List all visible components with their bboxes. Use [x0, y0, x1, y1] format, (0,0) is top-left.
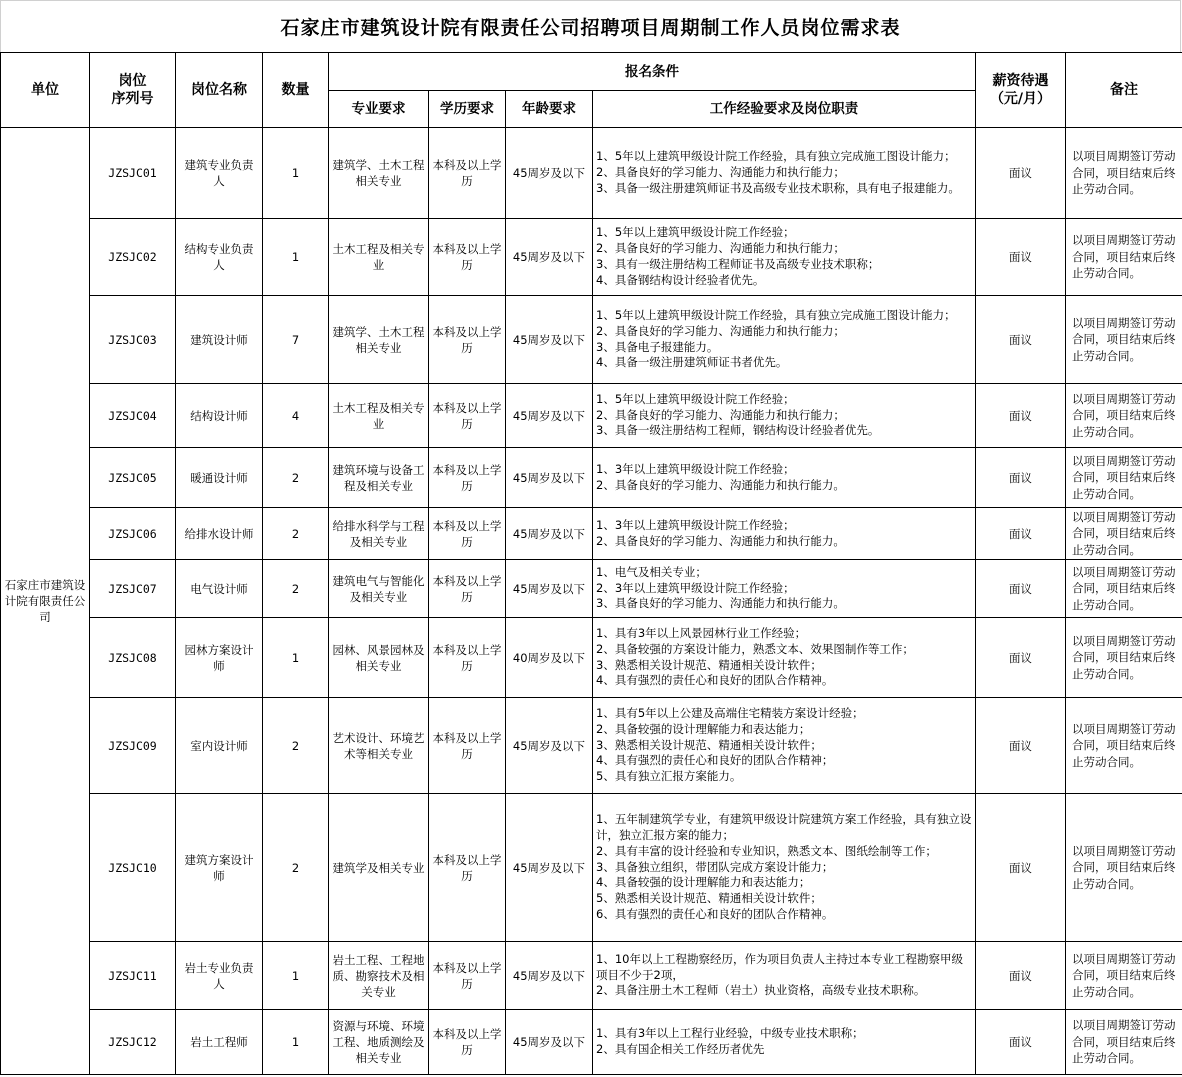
- major-requirement: 岩土工程、工程地质、勘察技术及相关专业: [329, 942, 429, 1010]
- education-requirement: 本科及以上学历: [429, 448, 506, 508]
- position-code: JZSJC05: [90, 448, 176, 508]
- quantity: 1: [263, 618, 329, 698]
- age-requirement: 45周岁及以下: [506, 128, 593, 219]
- duty-item: 1、具有5年以上公建及高端住宅精装方案设计经验；: [596, 706, 864, 720]
- duty-item: 2、具备注册土木工程师（岩土）执业资格，高级专业技术职称。: [596, 983, 926, 998]
- header-requirements-group: 报名条件: [329, 53, 976, 91]
- salary: 面议: [976, 618, 1066, 698]
- position-name: 给排水设计师: [176, 508, 263, 560]
- duty-item: 3、具备良好的学习能力、沟通能力和执行能力。: [596, 596, 845, 611]
- table-row: [1, 128, 1182, 219]
- age-requirement: 45周岁及以下: [506, 219, 593, 296]
- table-row: [1, 942, 1182, 1010]
- duty-item: 1、5年以上建筑甲级设计院工作经验，具有独立完成施工图设计能力；: [596, 307, 956, 322]
- position-name: 建筑方案设计师: [176, 794, 263, 942]
- header-salary-line1: 薪资待遇: [992, 73, 1049, 89]
- remark: 以项目周期签订劳动合同，项目结束后终止劳动合同。: [1066, 508, 1182, 560]
- duty-item: 4、具有强烈的责任心和良好的团队合作精神；: [596, 753, 834, 768]
- duties-cell: [593, 384, 976, 448]
- duty-item: 4、具备钢结构设计经验者优先。: [596, 272, 765, 287]
- duty-item: 1、10年以上工程勘察经历，作为项目负责人主持过本专业工程勘察甲级项目不少于2项，: [596, 951, 963, 982]
- header-education: 学历要求: [429, 91, 506, 128]
- duty-item: 2、具有国企相关工作经历者优先: [596, 1042, 765, 1056]
- salary: 面议: [976, 1010, 1066, 1075]
- education-requirement: 本科及以上学历: [429, 508, 506, 560]
- table-row: [1, 448, 1182, 508]
- position-table: [0, 52, 1182, 1075]
- major-requirement: 园林、风景园林及相关专业: [329, 618, 429, 698]
- position-code: JZSJC12: [90, 1010, 176, 1075]
- education-requirement: 本科及以上学历: [429, 618, 506, 698]
- age-requirement: 45周岁及以下: [506, 794, 593, 942]
- position-code: JZSJC03: [90, 296, 176, 384]
- duty-item: 1、具有3年以上风景园林行业工作经验；: [596, 625, 807, 640]
- remark: 以项目周期签订劳动合同，项目结束后终止劳动合同。: [1066, 942, 1182, 1010]
- salary: 面议: [976, 508, 1066, 560]
- quantity: 1: [263, 1010, 329, 1075]
- education-requirement: 本科及以上学历: [429, 1010, 506, 1075]
- position-name: 岩土专业负责人: [176, 942, 263, 1010]
- header-position-code-line2: 序列号: [111, 91, 154, 107]
- table-row: [1, 618, 1182, 698]
- position-name: 结构设计师: [176, 384, 263, 448]
- position-code: JZSJC04: [90, 384, 176, 448]
- header-experience: 工作经验要求及岗位职责: [593, 91, 976, 128]
- quantity: 7: [263, 296, 329, 384]
- table-row: [1, 219, 1182, 296]
- salary: 面议: [976, 219, 1066, 296]
- page-title: 石家庄市建筑设计院有限责任公司招聘项目周期制工作人员岗位需求表: [0, 0, 1181, 52]
- table-row: [1, 794, 1182, 942]
- header-position-code-line1: 岗位: [118, 73, 147, 89]
- duty-item: 2、具备良好的学习能力、沟通能力和执行能力；: [596, 165, 845, 180]
- age-requirement: 40周岁及以下: [506, 618, 593, 698]
- header-position-name: 岗位名称: [176, 53, 263, 128]
- age-requirement: 45周岁及以下: [506, 508, 593, 560]
- duty-item: 5、具有独立汇报方案能力。: [596, 769, 742, 784]
- major-requirement: 建筑学、土木工程相关专业: [329, 296, 429, 384]
- position-name: 电气设计师: [176, 560, 263, 618]
- position-code: JZSJC01: [90, 128, 176, 219]
- duty-item: 5、熟悉相关设计规范、精通相关设计软件；: [596, 891, 822, 906]
- duty-item: 2、具备良好的学习能力、沟通能力和执行能力；: [596, 241, 845, 256]
- duty-item: 3、熟悉相关设计规范、精通相关设计软件；: [596, 737, 822, 752]
- table-row: [1, 508, 1182, 560]
- header-remark: 备注: [1066, 53, 1182, 128]
- table-body: [1, 128, 1182, 1075]
- duty-item: 2、具备良好的学习能力、沟通能力和执行能力；: [596, 323, 845, 338]
- quantity: 2: [263, 794, 329, 942]
- table-row: [1, 296, 1182, 384]
- duty-item: 3、具备一级注册建筑师证书及高级专业技术职称，具有电子报建能力。: [596, 180, 960, 195]
- quantity: 1: [263, 219, 329, 296]
- age-requirement: 45周岁及以下: [506, 1010, 593, 1075]
- education-requirement: 本科及以上学历: [429, 384, 506, 448]
- remark: 以项目周期签订劳动合同，项目结束后终止劳动合同。: [1066, 128, 1182, 219]
- age-requirement: 45周岁及以下: [506, 384, 593, 448]
- major-requirement: 建筑学、土木工程相关专业: [329, 128, 429, 219]
- duties-cell: [593, 794, 976, 942]
- table-row: [1, 1010, 1182, 1075]
- duty-item: 3、具备电子报建能力。: [596, 339, 719, 354]
- remark: 以项目周期签订劳动合同，项目结束后终止劳动合同。: [1066, 384, 1182, 448]
- duty-item: 4、具备较强的设计理解能力和表达能力；: [596, 875, 811, 890]
- position-code: JZSJC07: [90, 560, 176, 618]
- duties-cell: [593, 448, 976, 508]
- quantity: 4: [263, 384, 329, 448]
- duty-item: 3、具备独立组织，带团队完成方案设计能力；: [596, 859, 834, 874]
- duty-item: 4、具备一级注册建筑师证书者优先。: [596, 355, 788, 370]
- header-major: 专业要求: [329, 91, 429, 128]
- duties-cell: [593, 698, 976, 794]
- duty-item: 3、具备一级注册结构工程师，钢结构设计经验者优先。: [596, 423, 880, 438]
- salary: 面议: [976, 560, 1066, 618]
- salary: 面议: [976, 448, 1066, 508]
- position-name: 园林方案设计师: [176, 618, 263, 698]
- duty-item: 1、3年以上建筑甲级设计院工作经验；: [596, 461, 795, 476]
- position-name: 建筑设计师: [176, 296, 263, 384]
- age-requirement: 45周岁及以下: [506, 560, 593, 618]
- header-salary-line2: （元/月）: [989, 91, 1052, 107]
- duties-cell: [593, 942, 976, 1010]
- duty-item: 2、具备良好的学习能力、沟通能力和执行能力；: [596, 407, 845, 422]
- unit-cell: 石家庄市建筑设计院有限责任公司: [1, 128, 90, 1075]
- header-quantity: 数量: [263, 53, 329, 128]
- duty-item: 2、具备较强的方案设计能力，熟悉文本、效果图制作等工作；: [596, 641, 914, 656]
- salary: 面议: [976, 698, 1066, 794]
- duty-item: 3、具有一级注册结构工程师证书及高级专业技术职称；: [596, 257, 880, 271]
- position-code: JZSJC06: [90, 508, 176, 560]
- major-requirement: 土木工程及相关专业: [329, 219, 429, 296]
- remark: 以项目周期签订劳动合同，项目结束后终止劳动合同。: [1066, 698, 1182, 794]
- duty-item: 2、具备良好的学习能力、沟通能力和执行能力。: [596, 477, 845, 492]
- duties-cell: [593, 296, 976, 384]
- duty-item: 2、3年以上建筑甲级设计院工作经验；: [596, 580, 795, 595]
- duty-item: 1、5年以上建筑甲级设计院工作经验；: [596, 391, 795, 406]
- table-row: [1, 560, 1182, 618]
- duty-item: 6、具有强烈的责任心和良好的团队合作精神。: [596, 906, 834, 921]
- major-requirement: 土木工程及相关专业: [329, 384, 429, 448]
- duties-cell: [593, 508, 976, 560]
- salary: 面议: [976, 296, 1066, 384]
- duty-item: 1、3年以上建筑甲级设计院工作经验；: [596, 517, 795, 532]
- remark: 以项目周期签订劳动合同，项目结束后终止劳动合同。: [1066, 296, 1182, 384]
- remark: 以项目周期签订劳动合同，项目结束后终止劳动合同。: [1066, 219, 1182, 296]
- position-name: 暖通设计师: [176, 448, 263, 508]
- age-requirement: 45周岁及以下: [506, 698, 593, 794]
- duty-item: 2、具备良好的学习能力、沟通能力和执行能力。: [596, 533, 845, 548]
- header-unit: 单位: [1, 53, 90, 128]
- quantity: 2: [263, 560, 329, 618]
- position-code: JZSJC08: [90, 618, 176, 698]
- remark: 以项目周期签订劳动合同，项目结束后终止劳动合同。: [1066, 560, 1182, 618]
- duty-item: 2、具有丰富的设计经验和专业知识，熟悉文本、图纸绘制等工作；: [596, 843, 937, 858]
- duty-item: 1、具有3年以上工程行业经验，中级专业技术职称；: [596, 1026, 864, 1041]
- quantity: 2: [263, 448, 329, 508]
- duties-cell: [593, 1010, 976, 1075]
- education-requirement: 本科及以上学历: [429, 219, 506, 296]
- position-name: 结构专业负责人: [176, 219, 263, 296]
- age-requirement: 45周岁及以下: [506, 296, 593, 384]
- header-salary: [976, 53, 1066, 128]
- table-row: [1, 384, 1182, 448]
- quantity: 2: [263, 698, 329, 794]
- major-requirement: 艺术设计、环境艺术等相关专业: [329, 698, 429, 794]
- position-name: 建筑专业负责人: [176, 128, 263, 219]
- remark: 以项目周期签订劳动合同，项目结束后终止劳动合同。: [1066, 794, 1182, 942]
- duties-cell: [593, 128, 976, 219]
- duty-item: 1、5年以上建筑甲级设计院工作经验；: [596, 225, 795, 240]
- quantity: 1: [263, 128, 329, 219]
- age-requirement: 45周岁及以下: [506, 942, 593, 1010]
- major-requirement: 建筑学及相关专业: [329, 794, 429, 942]
- position-name: 室内设计师: [176, 698, 263, 794]
- major-requirement: 资源与环境、环境工程、地质测绘及相关专业: [329, 1010, 429, 1075]
- education-requirement: 本科及以上学历: [429, 296, 506, 384]
- remark: 以项目周期签订劳动合同，项目结束后终止劳动合同。: [1066, 448, 1182, 508]
- age-requirement: 45周岁及以下: [506, 448, 593, 508]
- quantity: 2: [263, 508, 329, 560]
- education-requirement: 本科及以上学历: [429, 794, 506, 942]
- salary: 面议: [976, 794, 1066, 942]
- education-requirement: 本科及以上学历: [429, 698, 506, 794]
- position-code: JZSJC10: [90, 794, 176, 942]
- salary: 面议: [976, 942, 1066, 1010]
- position-code: JZSJC09: [90, 698, 176, 794]
- salary: 面议: [976, 128, 1066, 219]
- duties-cell: [593, 219, 976, 296]
- salary: 面议: [976, 384, 1066, 448]
- duties-cell: [593, 560, 976, 618]
- duties-cell: [593, 618, 976, 698]
- position-code: JZSJC02: [90, 219, 176, 296]
- education-requirement: 本科及以上学历: [429, 942, 506, 1010]
- education-requirement: 本科及以上学历: [429, 128, 506, 219]
- duty-item: 2、具备较强的设计理解能力和表达能力；: [596, 721, 811, 736]
- education-requirement: 本科及以上学历: [429, 560, 506, 618]
- header-position-code: [90, 53, 176, 128]
- duty-item: 1、五年制建筑学专业，有建筑甲级设计院建筑方案工作经验，具有独立设计，独立汇报方案的能力；: [596, 812, 972, 842]
- duty-item: 3、熟悉相关设计规范、精通相关设计软件；: [596, 657, 822, 672]
- header-age: 年龄要求: [506, 91, 593, 128]
- duty-item: 4、具有强烈的责任心和良好的团队合作精神。: [596, 673, 834, 688]
- remark: 以项目周期签订劳动合同，项目结束后终止劳动合同。: [1066, 618, 1182, 698]
- table-row: [1, 698, 1182, 794]
- major-requirement: 给排水科学与工程及相关专业: [329, 508, 429, 560]
- position-name: 岩土工程师: [176, 1010, 263, 1075]
- duty-item: 1、电气及相关专业；: [596, 564, 707, 579]
- major-requirement: 建筑环境与设备工程及相关专业: [329, 448, 429, 508]
- quantity: 1: [263, 942, 329, 1010]
- position-code: JZSJC11: [90, 942, 176, 1010]
- remark: 以项目周期签订劳动合同，项目结束后终止劳动合同。: [1066, 1010, 1182, 1075]
- duty-item: 1、5年以上建筑甲级设计院工作经验，具有独立完成施工图设计能力；: [596, 149, 956, 164]
- major-requirement: 建筑电气与智能化及相关专业: [329, 560, 429, 618]
